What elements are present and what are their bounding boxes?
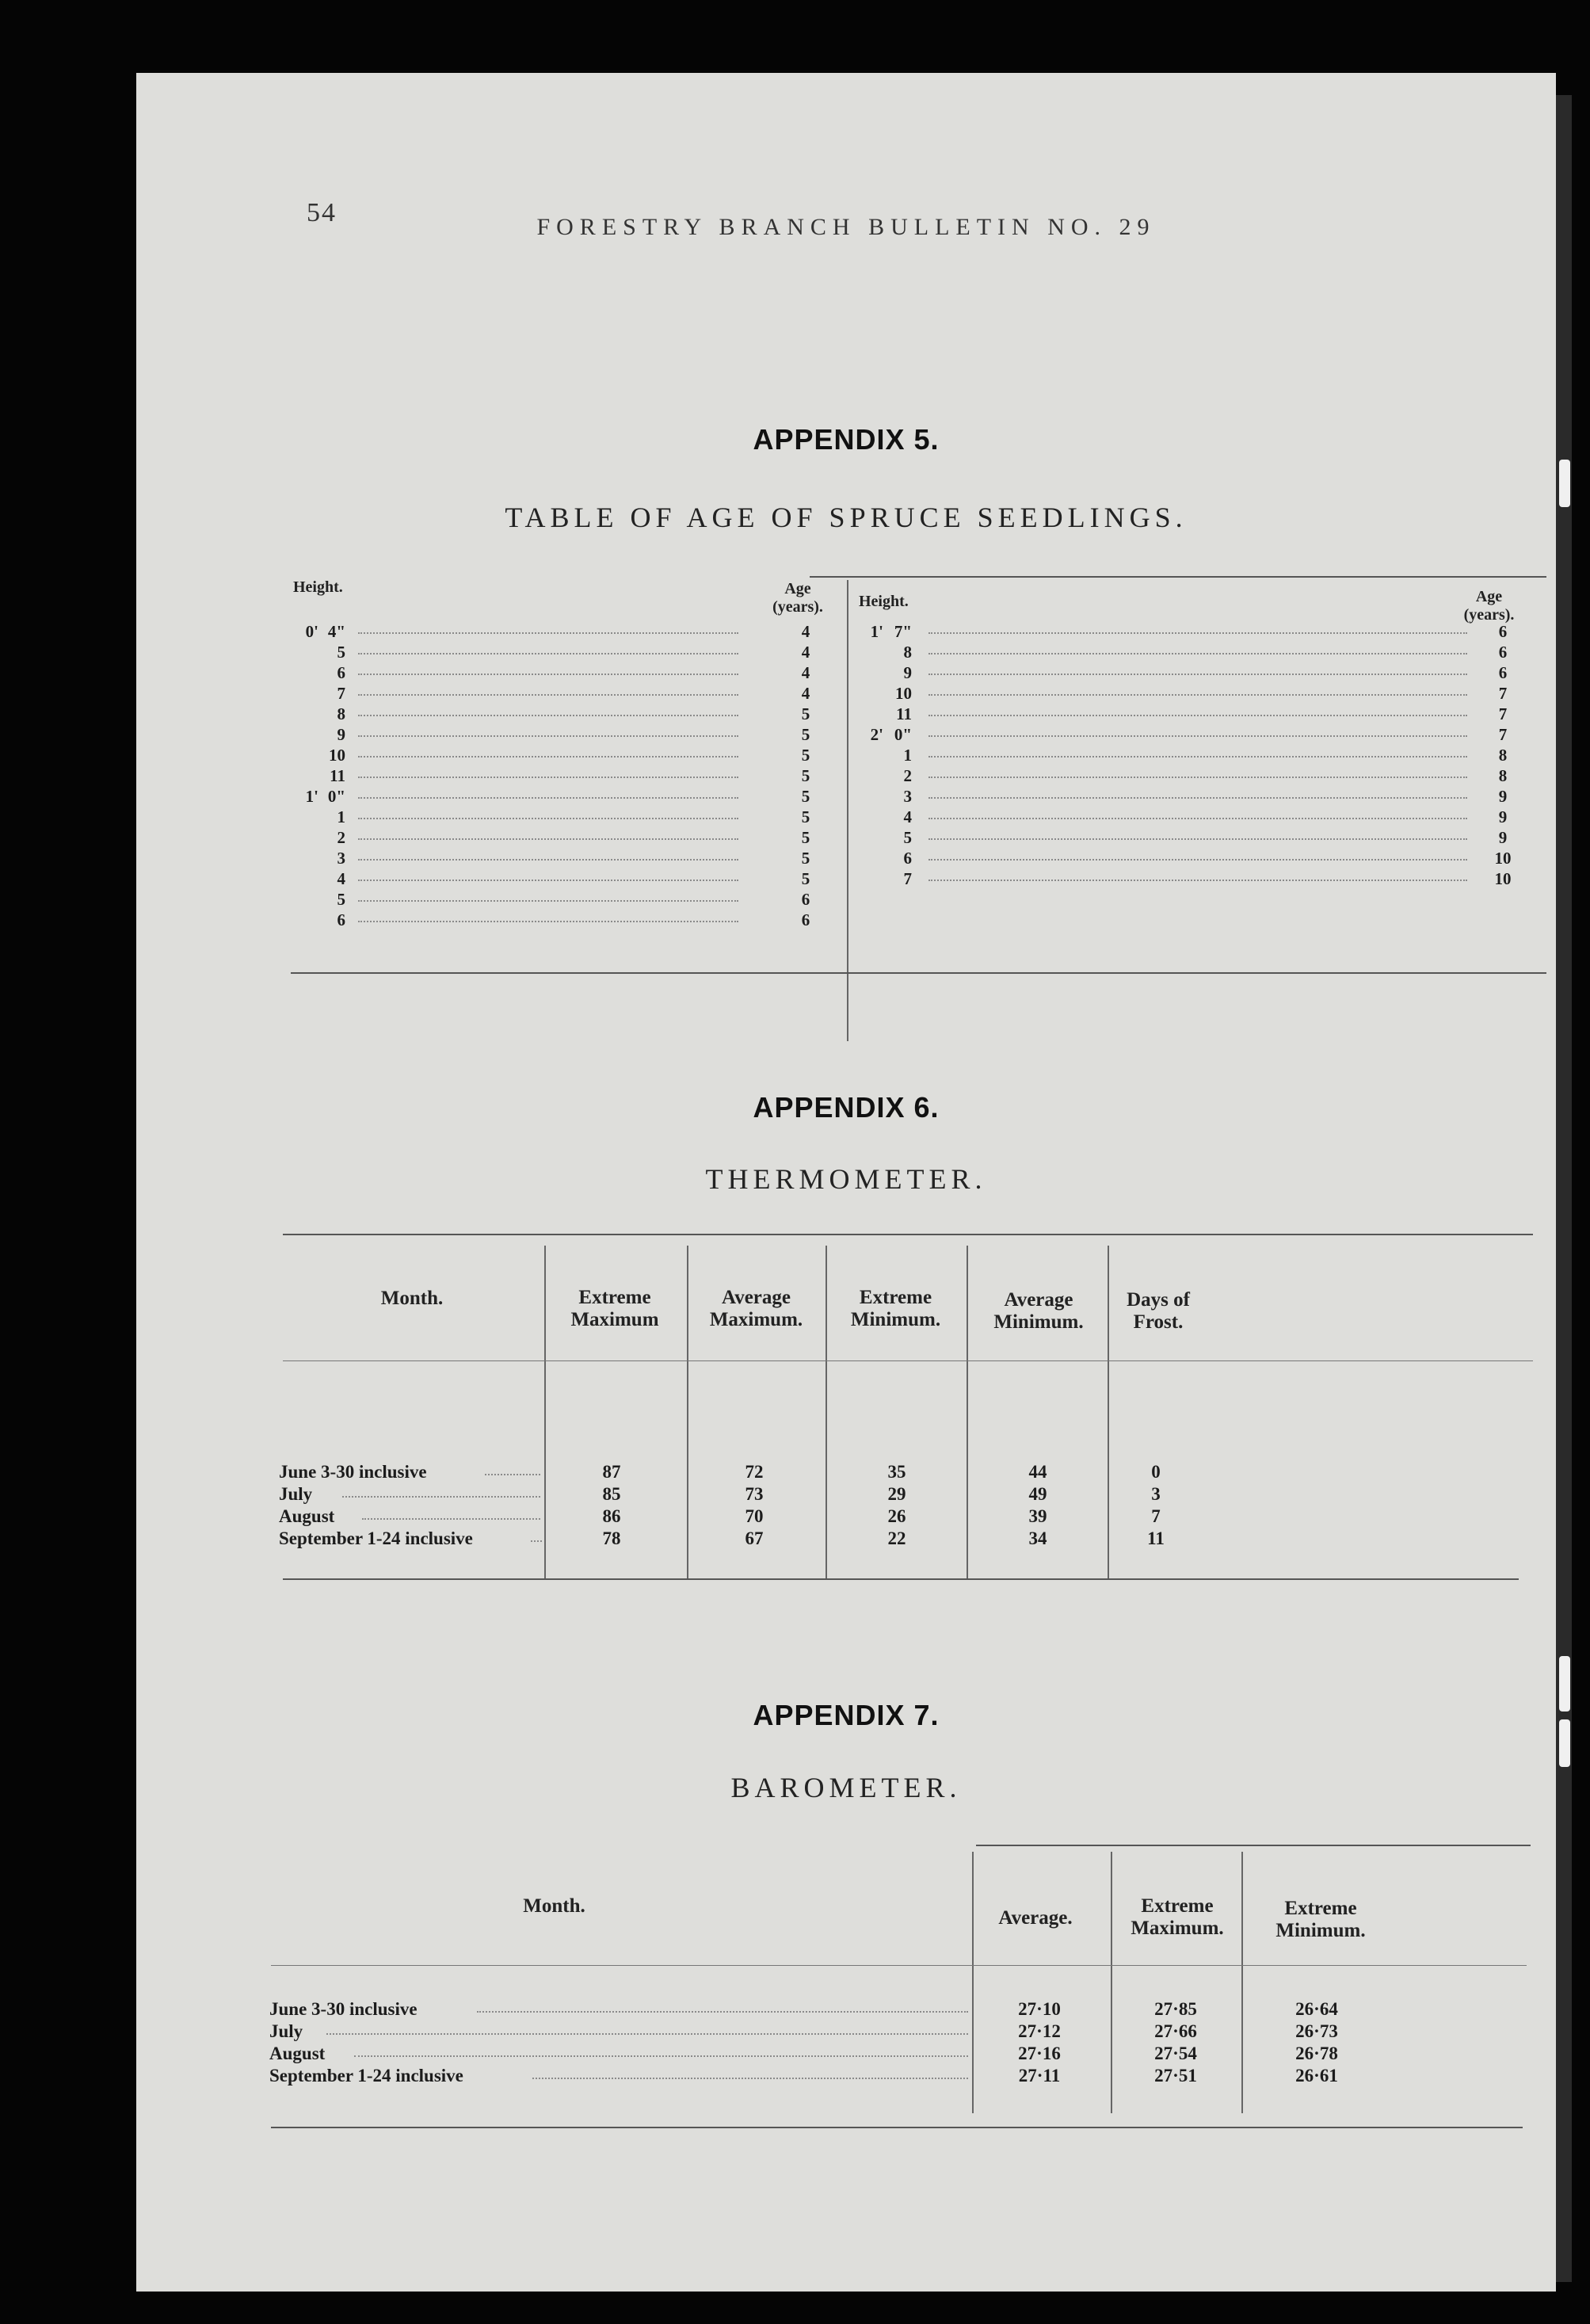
table-row: 5 9 <box>903 828 1508 847</box>
table-row: September 1-24 inclusive 27·11 27·51 26·61 <box>269 2066 1338 2085</box>
appendix-5-title: TABLE OF AGE OF SPRUCE SEEDLINGS. <box>505 502 1188 533</box>
table-row: 11 7 <box>896 704 1508 723</box>
table-row: July 27·12 27·66 26·73 <box>269 2021 1338 2041</box>
table-row: 8 5 <box>337 704 810 723</box>
table-row: 9 6 <box>903 663 1508 682</box>
scanned-page <box>136 73 1556 2292</box>
appendix-7-title: BAROMETER. <box>730 1772 962 1803</box>
edge-mark <box>1559 1719 1570 1767</box>
column-header: Extreme Minimum. <box>1275 1898 1366 1941</box>
table-row: 1' 7" 6 <box>870 622 1508 641</box>
table-row: 4 5 <box>337 869 810 888</box>
column-header: Month. <box>523 1895 585 1917</box>
table-row: 5 4 <box>337 643 810 662</box>
column-header: Average Minimum. <box>993 1289 1084 1333</box>
table-row: 1 5 <box>337 807 810 826</box>
column-header: Average Maximum. <box>709 1287 803 1330</box>
left-age-header: Age (years). <box>772 580 823 616</box>
page-number: 54 <box>307 198 337 227</box>
table-top-rule <box>810 576 1546 578</box>
table-row: June 3-30 inclusive 87 72 35 44 0 <box>279 1462 1161 1482</box>
edge-mark <box>1559 1656 1570 1712</box>
column-header: Average. <box>998 1907 1073 1929</box>
table-bottom-rule <box>271 2127 1523 2128</box>
table-row: 3 9 <box>903 787 1508 806</box>
table-row: 11 5 <box>330 766 810 785</box>
table-row: 2 5 <box>337 828 810 847</box>
column-header: Extreme Maximum. <box>1131 1895 1224 1939</box>
table-bottom-rule <box>283 1578 1519 1580</box>
table-row: 6 4 <box>337 663 810 682</box>
appendix-6-title: THERMOMETER. <box>705 1163 987 1195</box>
table-row: 4 9 <box>903 807 1508 826</box>
table-row: 9 5 <box>337 725 810 744</box>
header-rule <box>271 1965 1527 1966</box>
appendix-6-heading: APPENDIX 6. <box>753 1091 940 1124</box>
table-row: August 27·16 27·54 26·78 <box>269 2044 1338 2063</box>
table-row: 7 4 <box>337 684 810 703</box>
table-row: 2 8 <box>903 766 1508 785</box>
column-header: Month. <box>380 1288 444 1309</box>
table-row: 3 5 <box>337 849 810 868</box>
table-row: 7 10 <box>903 869 1512 888</box>
running-title: FORESTRY BRANCH BULLETIN NO. 29 <box>536 214 1156 240</box>
table-row: July 85 73 29 49 3 <box>279 1484 1161 1504</box>
table-row: 10 7 <box>895 684 1508 703</box>
table-row: 10 5 <box>329 746 810 765</box>
table-row: September 1-24 inclusive 78 67 22 34 11 <box>279 1528 1165 1548</box>
table-top-rule <box>283 1234 1533 1235</box>
table-row: 6 6 <box>337 910 810 929</box>
left-height-header: Height. <box>293 578 343 596</box>
table-bottom-rule <box>291 972 1546 974</box>
right-height-header: Height. <box>859 593 909 610</box>
edge-mark <box>1559 460 1570 507</box>
table-row: 5 6 <box>337 890 810 909</box>
header-rule <box>283 1360 1533 1361</box>
column-header: Extreme Minimum. <box>850 1287 941 1330</box>
table-row: 0' 4" 4 <box>305 622 810 641</box>
table-top-rule <box>976 1845 1531 1846</box>
table-row: 2' 0" 7 <box>870 725 1508 744</box>
table-row: August 86 70 26 39 7 <box>279 1506 1161 1526</box>
column-header: Extreme Maximum <box>570 1287 659 1330</box>
page-binding-edge <box>1556 95 1572 2282</box>
table-row: 1 8 <box>903 746 1508 765</box>
appendix-5-heading: APPENDIX 5. <box>753 423 940 456</box>
table-row: June 3-30 inclusive 27·10 27·85 26·64 <box>269 1999 1338 2019</box>
table-row: 8 6 <box>903 643 1508 662</box>
appendix-7-heading: APPENDIX 7. <box>753 1699 940 1731</box>
table-row: 1' 0" 5 <box>305 787 810 806</box>
table-row: 6 10 <box>903 849 1512 868</box>
column-header: Days of Frost. <box>1127 1289 1190 1333</box>
right-age-header: Age (years). <box>1463 588 1515 624</box>
